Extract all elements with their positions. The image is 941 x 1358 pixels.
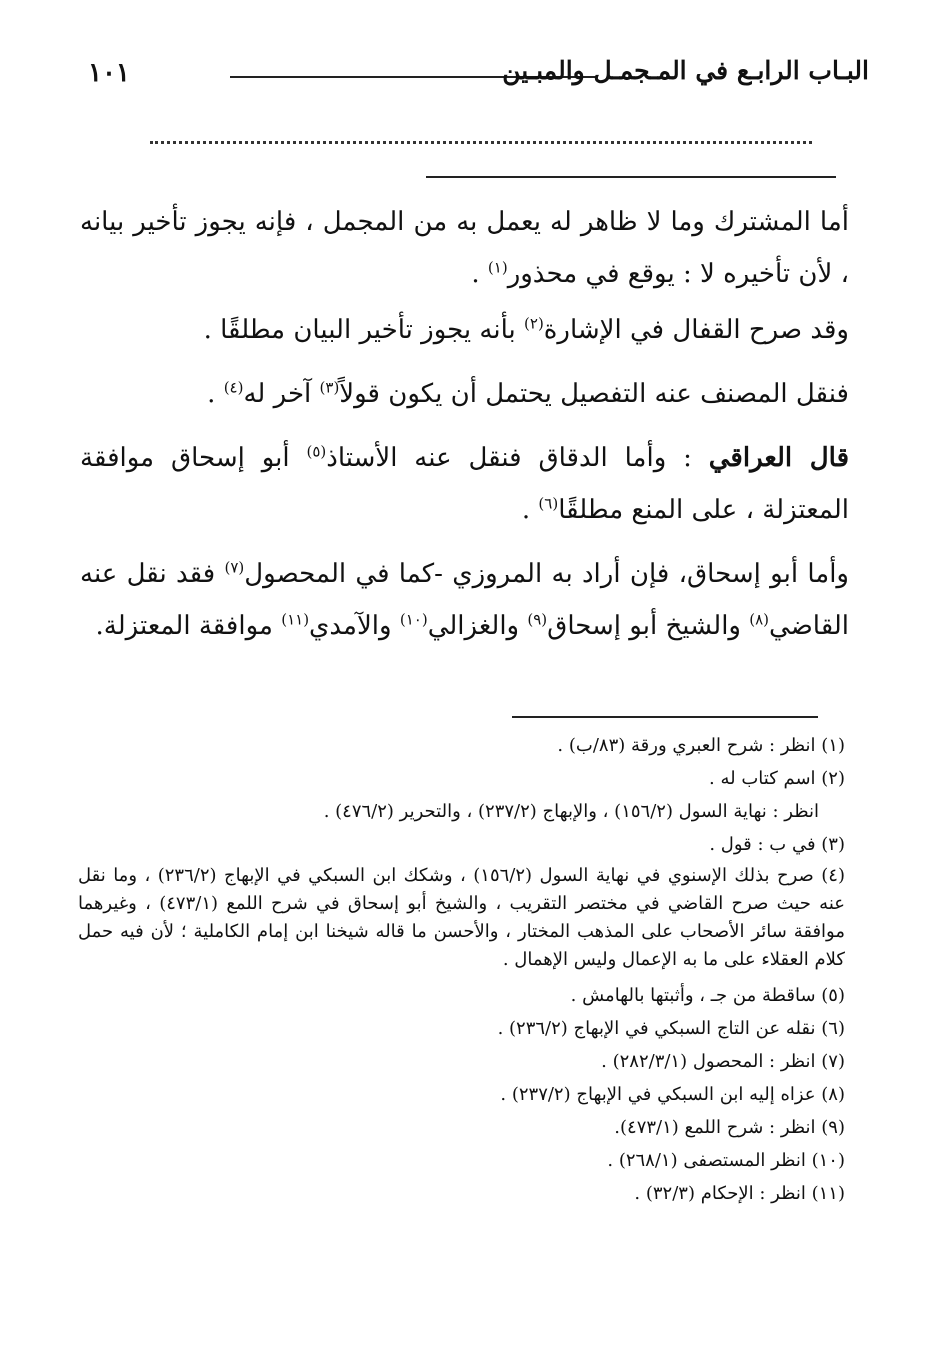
paragraph-4 [80, 432, 849, 536]
footnote-2-continuation: انظر : نهاية السول (١٥٦/٢) ، والإبهاج (٢٣٧/٢) ، والتحرير (٤٧٦/٢) . [323, 801, 819, 822]
footnote-8: (٨) عزاه إليه ابن السبكي في الإبهاج (٢٣٧/٢) . [500, 1084, 845, 1105]
footnote-ref: (٨) [749, 610, 770, 629]
footnote-11: (١١) انظر : الإحكام (٣٢/٣) . [634, 1183, 845, 1204]
paragraph-2 [80, 304, 849, 356]
footnote-separator [512, 716, 818, 718]
paragraph-text: وأما أبو إسحاق، فإن أراد به المروزي -كما في المحصول [244, 559, 849, 589]
paragraph-text: . [521, 495, 539, 525]
speaker-label: قال العراقي [708, 443, 849, 473]
footnote-ref: (٣) [319, 378, 340, 397]
footnote-7: (٧) انظر : المحصول (٢٨٢/٣/١) . [601, 1051, 845, 1072]
footnote-10: (١٠) انظر المستصفى (٢٦٨/١) . [607, 1150, 845, 1171]
page-header [80, 52, 869, 96]
paragraph-text: أبو إسحاق موافقة المعتزلة ، على المنع مطلقًا [80, 443, 849, 525]
footnote-ref: (١١) [281, 610, 310, 629]
paragraph-text: فقد نقل عنه القاضي [80, 559, 849, 641]
paragraph-1 [80, 196, 849, 300]
paragraph-text: بأنه يجوز تأخير البيان مطلقًا . [203, 315, 525, 345]
footnote-5: (٥) ساقطة من جـ ، وأثبتها بالهامش . [570, 985, 845, 1006]
paragraph-text: وقد صرح القفال في الإشارة [543, 315, 849, 345]
footnote-ref: (١٠) [399, 610, 428, 629]
paragraph-text: : وأما الدقاق فنقل عنه الأستاذ [326, 443, 709, 473]
page-number: ١٠١ [88, 58, 130, 88]
paragraph-3 [80, 368, 849, 420]
paragraph-5 [80, 548, 849, 652]
main-text [80, 196, 849, 664]
footnote-ref: (٢) [524, 314, 544, 333]
footnote-ref: (٧) [224, 558, 245, 577]
footnote-ref: (٦) [538, 494, 559, 513]
running-title: البـاب الرابـع في المـجمـل والمبـين [502, 56, 869, 85]
paragraph-text: والآمدي [309, 611, 400, 641]
footnote-9: (٩) انظر : شرح اللمع (٤٧٣/١). [614, 1117, 845, 1138]
footnotes [78, 730, 845, 1209]
ellipsis-dotted-line [150, 141, 812, 144]
paragraph-text: آخر له [243, 379, 320, 409]
footnote-ref: (٥) [306, 442, 327, 461]
paragraph-text: موافقة المعتزلة. [95, 611, 282, 641]
footnote-4: (٤) صرح بذلك الإسنوي في نهاية السول (١٥٦/٢) ، وشكك ابن السبكي في الإبهاج (٢٣٦/٢) ، وما نقل عنه حيث صرح القاضي في مختصر التقريب ، والشيخ أبو إسحاق في شرح اللمع (٤٧٣/١) ، وغيرهما موافقة سائر الأصحاب على المذهب المختار ، والأحسن ما قاله شيخنا ابن إمام الكاملية ؛ لأن فيه حمل كلام العقلاء على ما به الإعمال وليس الإهمال . [78, 865, 845, 970]
footnote-2: (٢) اسم كتاب له . [709, 768, 845, 789]
paragraph-text: . [207, 379, 224, 409]
footnote-3: (٣) في ب : قول . [709, 834, 845, 855]
footnote-ref: (٤) [223, 378, 244, 397]
paragraph-text: والشيخ أبو إسحاق [547, 611, 750, 641]
paragraph-text: أما المشترك وما لا ظاهر له يعمل به من المجمل ، فإنه يجوز تأخير بيانه ، لأن تأخيره لا : يوقع في محذور [80, 207, 849, 289]
paragraph-text: والغزالي [427, 611, 528, 641]
footnote-1: (١) انظر : شرح العبري ورقة (٨٣/ب) . [557, 735, 845, 756]
footnote-6: (٦) نقله عن التاج السبكي في الإبهاج (٢٣٦/٢) . [497, 1018, 845, 1039]
section-rule [426, 176, 836, 178]
paragraph-text: . [471, 259, 488, 289]
paragraph-text: فنقل المصنف عنه التفصيل يحتمل أن يكون قولاً [339, 379, 849, 409]
footnote-ref: (٩) [527, 610, 548, 629]
footnote-ref: (١) [487, 258, 508, 277]
